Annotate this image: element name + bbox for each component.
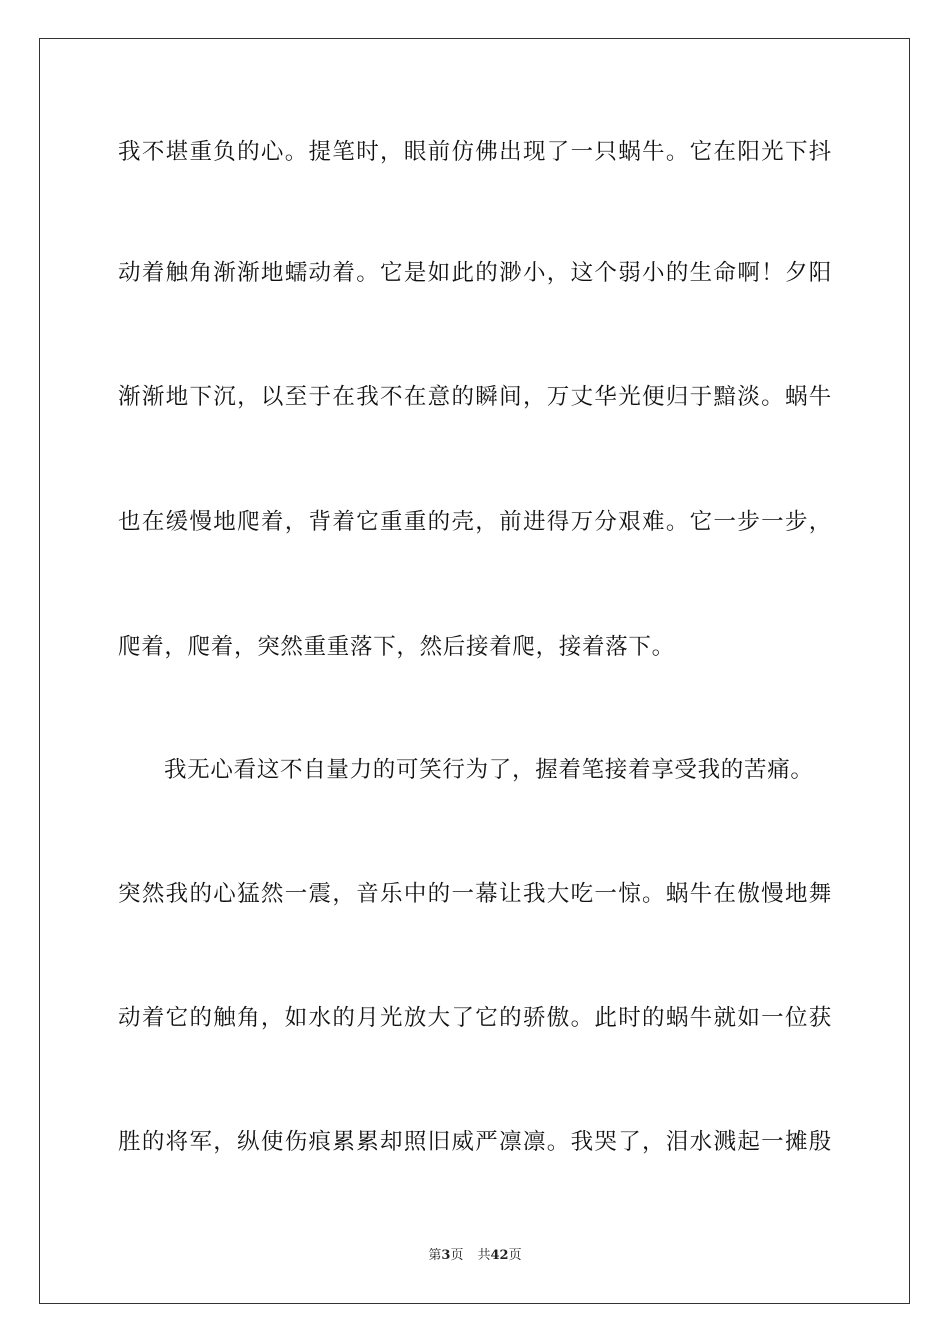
total-page-count: 42 (490, 1248, 509, 1263)
current-page-number: 3 (441, 1248, 451, 1263)
text-line: 动着触角渐渐地蠕动着。它是如此的渺小，这个弱小的生命啊！夕阳 (118, 260, 832, 286)
page-number-prefix: 第 (428, 1248, 442, 1263)
text-line: 胜的将军，纵使伤痕累累却照旧威严凛凛。我哭了，泪水溅起一摊殷 (118, 1129, 832, 1155)
page-footer (0, 1246, 950, 1266)
text-line: 也在缓慢地爬着，背着它重重的壳，前进得万分艰难。它一步一步， (118, 509, 832, 535)
page-border (39, 38, 910, 1304)
text-line: 动着它的触角，如水的月光放大了它的骄傲。此时的蜗牛就如一位获 (118, 1005, 832, 1031)
page-number-suffix: 页 (450, 1248, 464, 1263)
paragraph-first-line: 我无心看这不自量力的可笑行为了，握着笔接着享受我的苦痛。 (164, 757, 814, 783)
total-pages-suffix: 页 (508, 1248, 522, 1263)
text-line: 爬着，爬着，突然重重落下，然后接着爬，接着落下。 (118, 634, 675, 660)
text-line: 渐渐地下沉，以至于在我不在意的瞬间，万丈华光便归于黯淡。蜗牛 (118, 384, 832, 410)
text-line: 我不堪重负的心。提笔时，眼前仿佛出现了一只蜗牛。它在阳光下抖 (118, 139, 832, 165)
total-pages-prefix: 共 (477, 1248, 491, 1263)
text-line: 突然我的心猛然一震，音乐中的一幕让我大吃一惊。蜗牛在傲慢地舞 (118, 881, 832, 907)
